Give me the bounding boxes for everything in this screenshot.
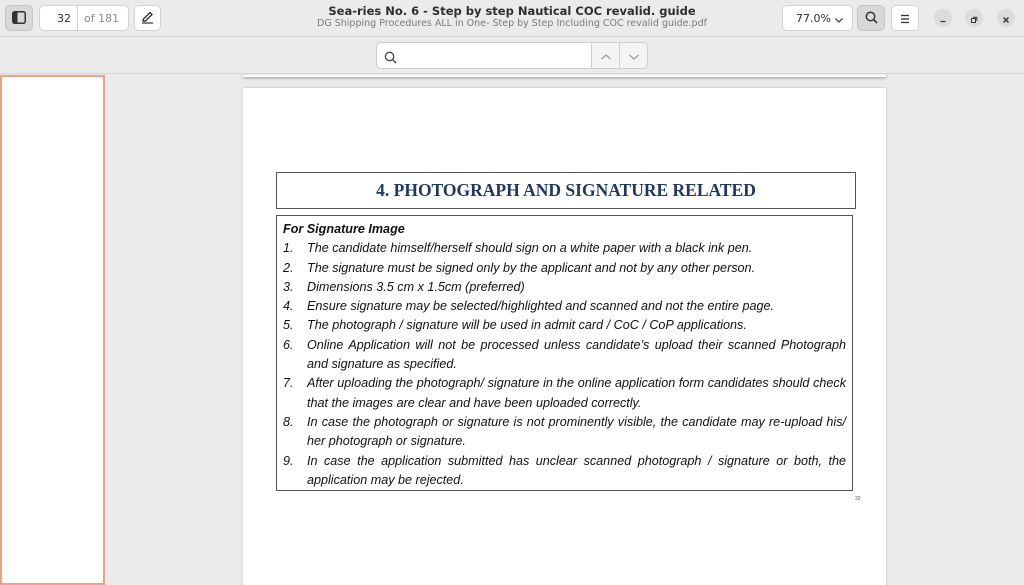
main-menu-button[interactable] — [891, 5, 919, 31]
search-icon — [384, 49, 397, 68]
list-item-text: In case the photograph or signature is not prominently visible, the candidate may re-upload his/ her photograph or signature. — [307, 414, 846, 449]
page-total-label: of 181 — [84, 11, 120, 25]
close-button[interactable] — [997, 9, 1015, 27]
list-item — [283, 374, 846, 413]
find-input[interactable] — [403, 47, 583, 65]
search-toggle-button[interactable] — [857, 5, 885, 31]
list-item-number: 1. — [283, 241, 294, 256]
list-item — [283, 297, 846, 316]
previous-page — [243, 75, 886, 77]
list-item-text: After uploading the photograph/ signature in the online application form candidates should check that the images are clear and have been uploaded correctly. — [307, 376, 846, 410]
zoom-dropdown[interactable] — [782, 5, 853, 31]
guideline-list — [283, 239, 846, 490]
list-item-number: 7. — [283, 376, 294, 391]
list-item-number: 6. — [283, 337, 294, 352]
list-item-text: Dimensions 3.5 cm x 1.5cm (preferred) — [307, 279, 525, 294]
hamburger-menu-icon — [899, 9, 911, 28]
minimize-button[interactable] — [934, 9, 952, 27]
zoom-level: 77.0% — [796, 11, 831, 25]
signature-guidelines-box — [276, 215, 853, 491]
chevron-down-icon — [628, 46, 640, 65]
find-bar — [0, 38, 1024, 74]
document-viewer[interactable] — [105, 75, 1024, 585]
section-heading: 4. PHOTOGRAPH AND SIGNATURE RELATED — [376, 180, 756, 200]
list-item-text: In case the application submitted has unclear scanned photograph / signature or both, the application may be rejected. — [307, 453, 846, 487]
list-item — [283, 239, 846, 258]
header-bar — [0, 0, 1024, 37]
page-navigator — [39, 5, 129, 31]
maximize-button[interactable] — [965, 9, 983, 27]
document-title: Sea-ries No. 6 - Step by step Nautical COC revalid. guide — [328, 4, 696, 18]
thumbnail-sidebar[interactable] — [0, 75, 105, 585]
list-item-number: 2. — [283, 260, 294, 275]
search-icon — [865, 9, 878, 28]
list-item-number: 8. — [283, 414, 294, 429]
minimize-icon — [939, 9, 947, 28]
list-item-text: Ensure signature may be selected/highlighted and scanned and not the entire page. — [307, 299, 774, 314]
subheading: For Signature Image — [283, 222, 405, 236]
chevron-up-icon — [600, 46, 612, 65]
maximize-icon — [970, 9, 978, 28]
list-item-text: The signature must be signed only by the applicant and not by any other person. — [307, 260, 756, 275]
list-item-text: The photograph / signature will be used in admit card / CoC / CoP applications. — [307, 318, 747, 333]
page-number-input[interactable] — [40, 6, 78, 30]
list-item — [283, 413, 846, 452]
list-item-text: The candidate himself/herself should sign on a white paper with a black ink pen. — [307, 241, 753, 256]
annotate-button[interactable] — [134, 5, 161, 31]
list-item — [283, 259, 846, 278]
find-entry — [376, 42, 592, 69]
document-filename: DG Shipping Procedures ALL in One- Step by Step Including COC revalid guide.pdf — [317, 18, 707, 29]
page-footer-number: 32 — [855, 496, 861, 502]
list-item-number: 5. — [283, 318, 294, 333]
close-icon — [1002, 9, 1010, 28]
list-item-text: Online Application will not be processed unless candidate’s upload their scanned Photograph and signature as specified. — [307, 337, 846, 372]
list-item — [283, 316, 846, 335]
find-next-button[interactable] — [619, 42, 648, 69]
chevron-down-icon — [834, 14, 844, 27]
list-item-number: 3. — [283, 279, 294, 294]
list-item-number: 4. — [283, 299, 294, 314]
document-page — [243, 88, 886, 585]
sidebar-icon — [12, 9, 26, 28]
list-item — [283, 336, 846, 375]
section-heading-box — [276, 172, 856, 209]
list-item — [283, 278, 846, 297]
sidebar-toggle-button[interactable] — [5, 5, 33, 31]
list-item-number: 9. — [283, 453, 294, 468]
list-item — [283, 452, 846, 491]
window-title — [250, 4, 774, 30]
find-previous-button[interactable] — [591, 42, 620, 69]
pen-icon — [141, 9, 154, 28]
